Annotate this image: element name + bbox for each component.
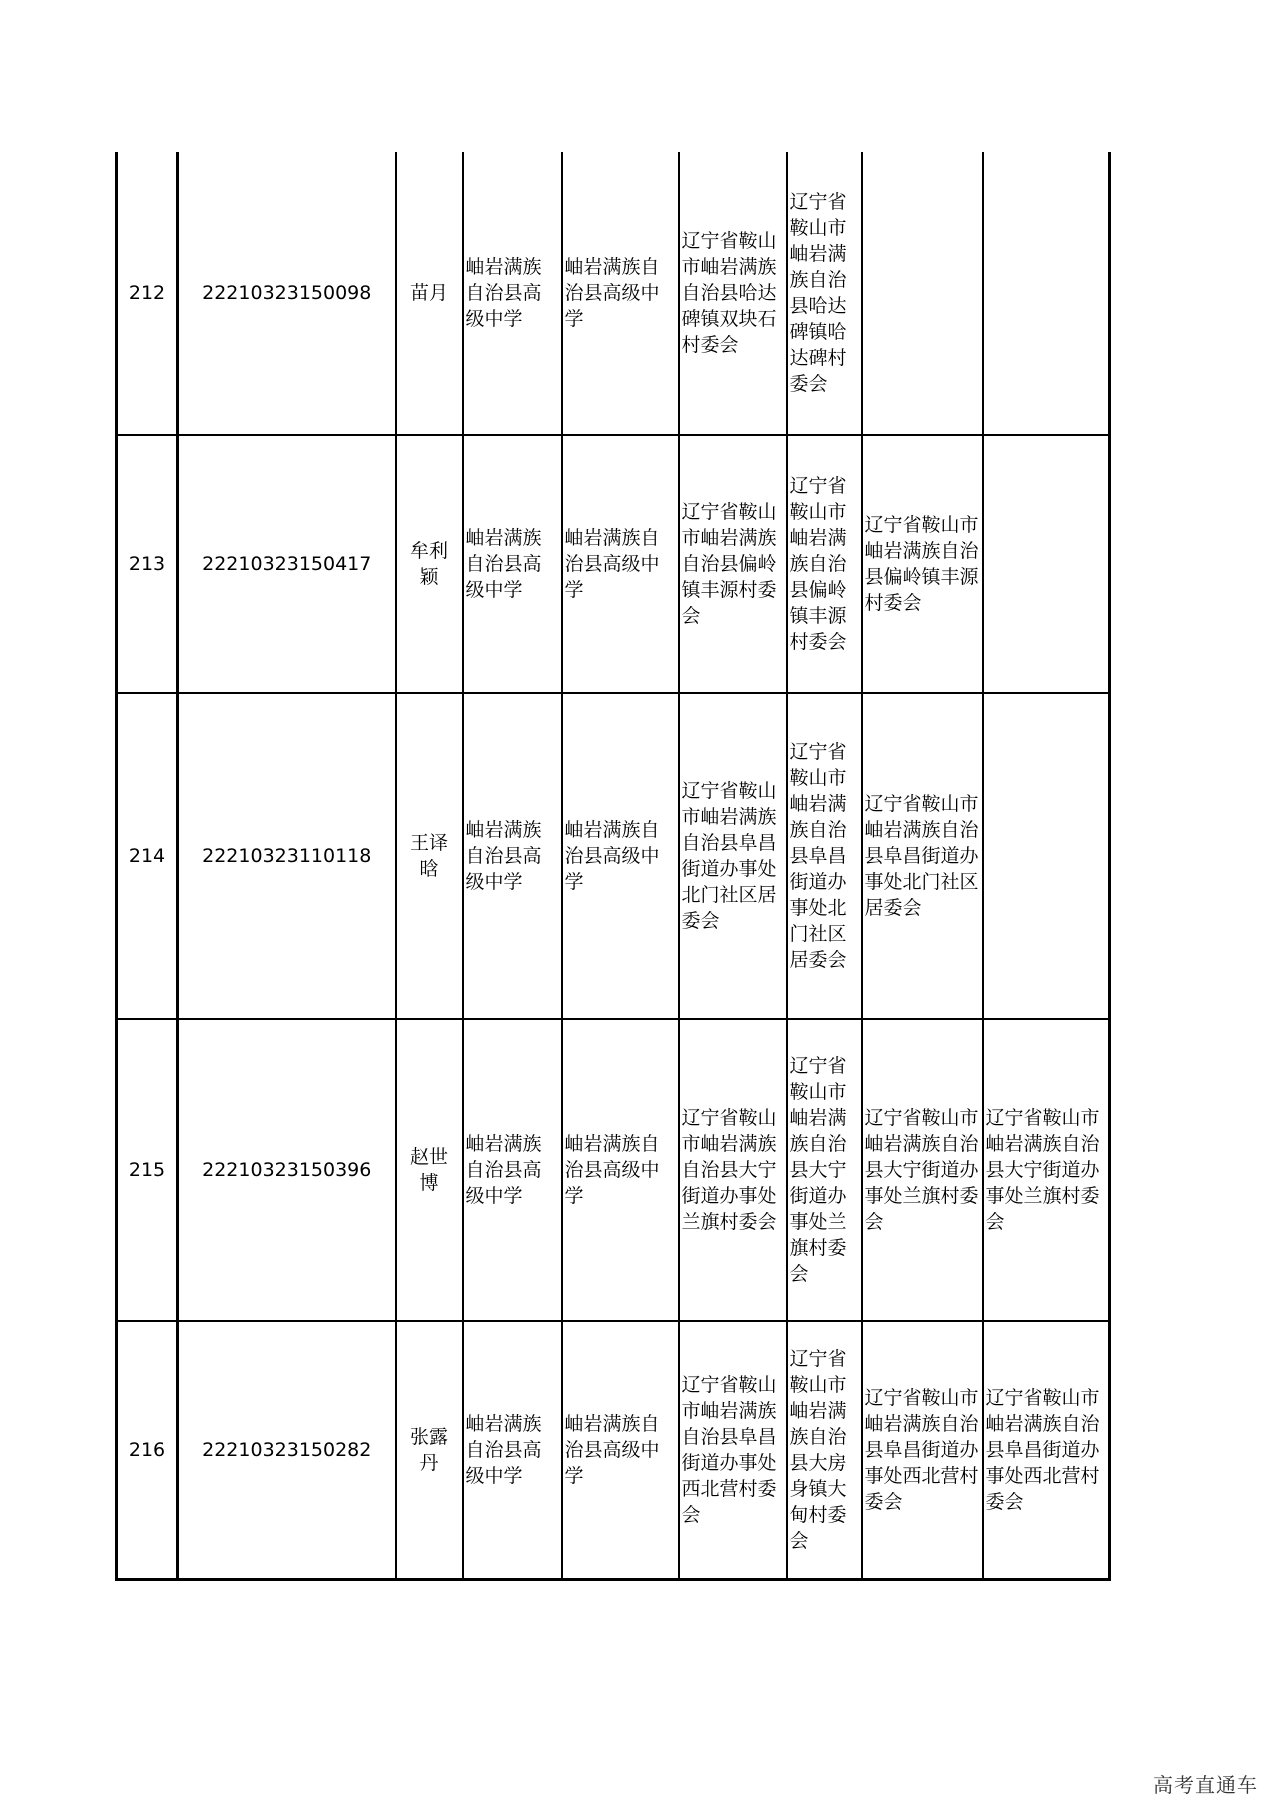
address-cell-2: 辽宁省鞍山市岫岩满族自治县阜昌街道办事处北门社区居委会 bbox=[787, 693, 862, 1019]
student-name: 赵世博 bbox=[396, 1019, 463, 1321]
address-cell-1: 辽宁省鞍山市岫岩满族自治县阜昌街道办事处西北营村委会 bbox=[679, 1321, 787, 1579]
address-cell-1: 辽宁省鞍山市岫岩满族自治县阜昌街道办事处北门社区居委会 bbox=[679, 693, 787, 1019]
student-name: 张露丹 bbox=[396, 1321, 463, 1579]
school-cell: 岫岩满族自治县高级中学 bbox=[463, 693, 562, 1019]
row-number: 212 bbox=[117, 152, 178, 435]
table-row bbox=[117, 693, 1110, 1019]
row-number: 215 bbox=[117, 1019, 178, 1321]
table-row bbox=[117, 1019, 1110, 1321]
school-cell: 岫岩满族自治县高级中学 bbox=[463, 1321, 562, 1579]
watermark-text: 高考直通车 bbox=[1153, 1773, 1258, 1797]
address-cell-3: 辽宁省鞍山市岫岩满族自治县阜昌街道办事处北门社区居委会 bbox=[862, 693, 983, 1019]
address-cell-2: 辽宁省鞍山市岫岩满族自治县哈达碑镇哈达碑村委会 bbox=[787, 152, 862, 435]
table-row bbox=[117, 152, 1110, 435]
address-cell-4: 辽宁省鞍山市岫岩满族自治县阜昌街道办事处西北营村委会 bbox=[983, 1321, 1110, 1579]
address-cell-3: 辽宁省鞍山市岫岩满族自治县阜昌街道办事处西北营村委会 bbox=[862, 1321, 983, 1579]
unit-cell: 岫岩满族自治县高级中学 bbox=[562, 435, 679, 693]
student-name: 王译晗 bbox=[396, 693, 463, 1019]
row-number: 214 bbox=[117, 693, 178, 1019]
school-cell: 岫岩满族自治县高级中学 bbox=[463, 152, 562, 435]
row-number: 213 bbox=[117, 435, 178, 693]
exam-id: 22210323150282 bbox=[178, 1321, 396, 1579]
unit-cell: 岫岩满族自治县高级中学 bbox=[562, 152, 679, 435]
address-cell-2: 辽宁省鞍山市岫岩满族自治县大宁街道办事处兰旗村委会 bbox=[787, 1019, 862, 1321]
table-row bbox=[117, 1321, 1110, 1579]
student-name: 牟利颖 bbox=[396, 435, 463, 693]
exam-id: 22210323150396 bbox=[178, 1019, 396, 1321]
unit-cell: 岫岩满族自治县高级中学 bbox=[562, 693, 679, 1019]
address-cell-2: 辽宁省鞍山市岫岩满族自治县大房身镇大甸村委会 bbox=[787, 1321, 862, 1579]
exam-id: 22210323150417 bbox=[178, 435, 396, 693]
table-row bbox=[117, 435, 1110, 693]
exam-id: 22210323110118 bbox=[178, 693, 396, 1019]
student-name: 苗月 bbox=[396, 152, 463, 435]
school-cell: 岫岩满族自治县高级中学 bbox=[463, 1019, 562, 1321]
address-cell-1: 辽宁省鞍山市岫岩满族自治县大宁街道办事处兰旗村委会 bbox=[679, 1019, 787, 1321]
student-table bbox=[115, 152, 1111, 1581]
address-cell-2: 辽宁省鞍山市岫岩满族自治县偏岭镇丰源村委会 bbox=[787, 435, 862, 693]
address-cell-3: 辽宁省鞍山市岫岩满族自治县偏岭镇丰源村委会 bbox=[862, 435, 983, 693]
address-cell-4 bbox=[983, 435, 1110, 693]
address-cell-1: 辽宁省鞍山市岫岩满族自治县哈达碑镇双块石村委会 bbox=[679, 152, 787, 435]
address-cell-3 bbox=[862, 152, 983, 435]
school-cell: 岫岩满族自治县高级中学 bbox=[463, 435, 562, 693]
address-cell-1: 辽宁省鞍山市岫岩满族自治县偏岭镇丰源村委会 bbox=[679, 435, 787, 693]
address-cell-4 bbox=[983, 693, 1110, 1019]
address-cell-4: 辽宁省鞍山市岫岩满族自治县大宁街道办事处兰旗村委会 bbox=[983, 1019, 1110, 1321]
address-cell-4 bbox=[983, 152, 1110, 435]
address-cell-3: 辽宁省鞍山市岫岩满族自治县大宁街道办事处兰旗村委会 bbox=[862, 1019, 983, 1321]
row-number: 216 bbox=[117, 1321, 178, 1579]
unit-cell: 岫岩满族自治县高级中学 bbox=[562, 1019, 679, 1321]
exam-id: 22210323150098 bbox=[178, 152, 396, 435]
unit-cell: 岫岩满族自治县高级中学 bbox=[562, 1321, 679, 1579]
